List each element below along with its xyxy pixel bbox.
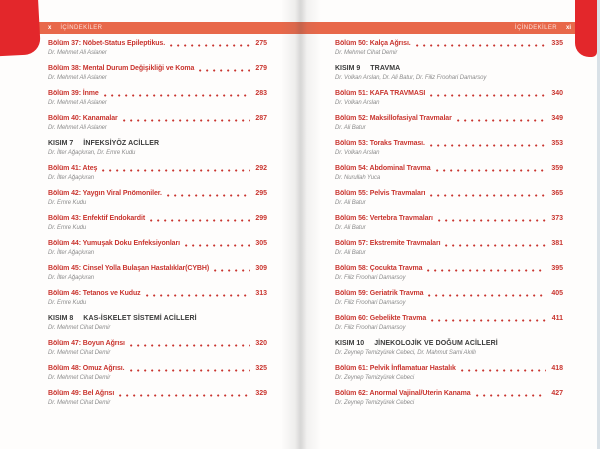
toc-entry [335, 290, 563, 307]
chapter-title: Bölüm 45: Cinsel Yolla Bulaşan Hastalıklar(CYBH) [48, 265, 210, 272]
chapter-author: Dr. Volkan Arslan [335, 150, 380, 156]
toc-entry-line [335, 165, 563, 173]
toc-entry-line [335, 40, 563, 48]
chapter-author: Dr. Mehmet Ali Aslaner [48, 75, 107, 81]
chapter-page-number: 313 [255, 290, 267, 297]
chapter-title: Bölüm 41: Ateş [48, 165, 98, 172]
chapter-title: Bölüm 52: Maksillofasiyal Travmalar [335, 115, 452, 122]
dot-leader [130, 344, 250, 347]
section-number-label: KISIM 10 [335, 340, 365, 347]
toc-entry [48, 390, 267, 407]
chapter-author: Dr. Mehmet Cihat Demir [48, 350, 111, 356]
dot-leader [445, 244, 546, 247]
dot-leader [199, 69, 250, 72]
toc-entry-line [335, 115, 563, 123]
section-title: KAS-İSKELET SİSTEMİ ACİLLERİ [83, 315, 197, 322]
chapter-page-number: 373 [551, 215, 563, 222]
toc-entry [335, 40, 563, 57]
chapter-author: Dr. Mehmet Cihat Demir [48, 375, 111, 381]
toc-entry-line [335, 240, 563, 248]
toc-entry-line [335, 315, 563, 323]
left-page-number: x [48, 25, 52, 31]
dot-leader [428, 294, 546, 297]
toc-entry-line [335, 390, 563, 398]
dot-leader [431, 319, 547, 322]
chapter-page-number: 320 [255, 340, 267, 347]
toc-entry-line [335, 190, 563, 198]
chapter-page-number: 395 [551, 265, 563, 272]
chapter-page-number: 335 [551, 40, 563, 47]
chapter-page-number: 359 [551, 165, 563, 172]
toc-section-heading [335, 65, 563, 82]
dot-leader [476, 394, 547, 397]
chapter-author: Dr. Volkan Arslan [335, 100, 380, 106]
chapter-page-number: 349 [551, 115, 563, 122]
toc-entry-line [48, 365, 267, 373]
toc-entry [335, 90, 563, 107]
section-authors: Dr. İlter Ağaçkıran, Dr. Emre Kudu [48, 150, 136, 156]
chapter-page-number: 329 [255, 390, 267, 397]
chapter-author: Dr. Nurullah Yuca [335, 175, 381, 181]
dot-leader [214, 269, 250, 272]
section-heading-line [335, 65, 563, 73]
toc-entry-line [48, 165, 267, 173]
toc-entry [48, 165, 267, 182]
chapter-author: Dr. Mehmet Ali Aslaner [48, 125, 107, 131]
toc-entry-line [335, 265, 563, 273]
right-toc-column [335, 40, 563, 415]
chapter-page-number: 292 [255, 165, 267, 172]
header-band [0, 22, 575, 34]
toc-entry [48, 340, 267, 357]
dot-leader [430, 194, 546, 197]
section-heading-line [48, 140, 267, 148]
toc-entry [48, 115, 267, 132]
chapter-author: Dr. Filiz Froohari Damarsoy [335, 275, 406, 281]
chapter-author: Dr. Zeynep Temizyürek Cebeci [335, 400, 415, 406]
toc-entry-line [48, 215, 267, 223]
toc-entry-line [335, 90, 563, 98]
chapter-page-number: 381 [551, 240, 563, 247]
toc-entry [48, 215, 267, 232]
toc-entry-line [335, 290, 563, 298]
chapter-page-number: 279 [255, 65, 267, 72]
toc-entry [335, 165, 563, 182]
chapter-title: Bölüm 58: Çocukta Travma [335, 265, 423, 272]
chapter-title: Bölüm 42: Yaygın Viral Pnömoniler. [48, 190, 162, 197]
toc-entry [335, 265, 563, 282]
chapter-title: Bölüm 37: Nöbet-Status Epileptikus. [48, 40, 166, 47]
toc-entry [335, 390, 563, 407]
chapter-title: Bölüm 49: Bel Ağrısı [48, 390, 115, 397]
toc-entry-line [335, 365, 563, 373]
toc-entry [48, 265, 267, 282]
chapter-title: Bölüm 62: Anormal Vajinal/Uterin Kanama [335, 390, 471, 397]
chapter-author: Dr. İlter Ağaçkıran [48, 175, 95, 181]
chapter-author: Dr. Ali Batur [335, 225, 366, 231]
dot-leader [170, 44, 250, 47]
dot-leader [130, 369, 251, 372]
chapter-title: Bölüm 40: Kanamalar [48, 115, 118, 122]
dot-leader [102, 169, 250, 172]
section-authors: Dr. Zeynep Temizyürek Cebeci, Dr. Mahmut Sami Akıllı [335, 350, 476, 356]
chapter-title: Bölüm 53: Toraks Travması. [335, 140, 425, 147]
chapter-author: Dr. Zeynep Temizyürek Cebeci [335, 375, 415, 381]
chapter-page-number: 340 [551, 90, 563, 97]
toc-entry [335, 190, 563, 207]
dot-leader [457, 119, 547, 122]
chapter-title: Bölüm 55: Pelvis Travmaları [335, 190, 426, 197]
chapter-page-number: 325 [255, 365, 267, 372]
red-cover-corner [0, 0, 41, 58]
section-title: JİNEKOLOJİK VE DOĞUM ACİLLERİ [374, 340, 498, 347]
chapter-page-number: 305 [255, 240, 267, 247]
toc-entry [335, 315, 563, 332]
section-number-label: KISIM 7 [48, 140, 74, 147]
chapter-title: Bölüm 44: Yumuşak Doku Enfeksiyonları [48, 240, 180, 247]
dot-leader [123, 119, 251, 122]
toc-entry-line [48, 265, 267, 273]
dot-leader [461, 369, 547, 372]
toc-entry-line [48, 115, 267, 123]
chapter-page-number: 365 [551, 190, 563, 197]
toc-entry [48, 290, 267, 307]
left-toc-column [48, 40, 267, 415]
section-heading-line [48, 315, 267, 323]
chapter-title: Bölüm 48: Omuz Ağrısı. [48, 365, 125, 372]
chapter-author: Dr. Mehmet Ali Aslaner [48, 100, 107, 106]
dot-leader [146, 294, 251, 297]
chapter-title: Bölüm 46: Tetanos ve Kuduz [48, 290, 141, 297]
dot-leader [104, 94, 251, 97]
right-page-number: xi [565, 25, 571, 31]
toc-entry-line [48, 340, 267, 348]
section-heading-line [335, 340, 563, 348]
chapter-author: Dr. Ali Batur [335, 200, 366, 206]
left-header-title: İÇİNDEKİLER [60, 25, 103, 31]
dot-leader [150, 219, 250, 222]
chapter-page-number: 427 [551, 390, 563, 397]
chapter-title: Bölüm 50: Kalça Ağrısı. [335, 40, 411, 47]
toc-entry-line [48, 290, 267, 298]
chapter-page-number: 418 [551, 365, 563, 372]
chapter-page-number: 299 [255, 215, 267, 222]
dot-leader [430, 144, 546, 147]
toc-entry-line [48, 240, 267, 248]
right-page-header [515, 25, 575, 31]
chapter-author: Dr. Filiz Froohari Damarsoy [335, 325, 406, 331]
chapter-author: Dr. Emre Kudu [48, 200, 87, 206]
toc-entry [48, 240, 267, 257]
toc-section-heading [48, 315, 267, 332]
section-authors: Dr. Mehmet Cihat Demir [48, 325, 111, 331]
dot-leader [430, 94, 546, 97]
chapter-title: Bölüm 43: Enfektif Endokardit [48, 215, 146, 222]
chapter-title: Bölüm 61: Pelvik İnflamatuar Hastalık [335, 365, 456, 372]
chapter-author: Dr. Emre Kudu [48, 225, 87, 231]
toc-entry [48, 65, 267, 82]
toc-section-heading [335, 340, 563, 357]
chapter-author: Dr. Filiz Froohari Damarsoy [335, 300, 406, 306]
dot-leader [119, 394, 250, 397]
toc-entry-line [335, 215, 563, 223]
dot-leader [436, 169, 547, 172]
right-header-title: İÇİNDEKİLER [514, 25, 557, 31]
section-authors: Dr. Volkan Arslan, Dr. Ali Batur, Dr. Filiz Froohari Damarsoy [335, 75, 487, 81]
chapter-author: Dr. İlter Ağaçkıran [48, 275, 95, 281]
dot-leader [438, 219, 546, 222]
chapter-page-number: 405 [551, 290, 563, 297]
chapter-author: Dr. Mehmet Ali Aslaner [48, 50, 107, 56]
toc-entry-line [48, 90, 267, 98]
chapter-page-number: 287 [255, 115, 267, 122]
toc-entry-line [335, 140, 563, 148]
toc-entry-line [48, 190, 267, 198]
section-title: TRAVMA [370, 65, 401, 72]
toc-entry [335, 115, 563, 132]
toc-entry [48, 190, 267, 207]
chapter-author: Dr. İlter Ağaçkıran [48, 250, 95, 256]
dot-leader [427, 269, 546, 272]
chapter-title: Bölüm 39: İnme [48, 90, 99, 97]
toc-entry-line [48, 40, 267, 48]
chapter-author: Dr. Emre Kudu [48, 300, 87, 306]
section-number-label: KISIM 9 [335, 65, 361, 72]
section-title: İNFEKSİYÖZ ACİLLER [83, 140, 160, 147]
chapter-title: Bölüm 60: Gebelikte Travma [335, 315, 427, 322]
chapter-title: Bölüm 56: Vertebra Travmaları [335, 215, 433, 222]
chapter-author: Dr. Ali Batur [335, 125, 366, 131]
chapter-title: Bölüm 47: Boyun Ağrısı [48, 340, 125, 347]
toc-entry [48, 40, 267, 57]
dot-leader [167, 194, 250, 197]
chapter-page-number: 309 [255, 265, 267, 272]
chapter-title: Bölüm 51: KAFA TRAVMASI [335, 90, 426, 97]
dot-leader [185, 244, 250, 247]
chapter-page-number: 275 [255, 40, 267, 47]
toc-entry [48, 365, 267, 382]
dot-leader [416, 44, 547, 47]
toc-entry [335, 240, 563, 257]
toc-entry [335, 215, 563, 232]
chapter-author: Dr. Mehmet Cihat Demir [335, 50, 398, 56]
chapter-page-number: 295 [255, 190, 267, 197]
chapter-title: Bölüm 59: Geriatrik Travma [335, 290, 424, 297]
toc-entry-line [48, 65, 267, 73]
toc-entry [335, 140, 563, 157]
chapter-title: Bölüm 38: Mental Durum Değişikliği ve Koma [48, 65, 195, 72]
chapter-title: Bölüm 57: Ekstremite Travmaları [335, 240, 441, 247]
chapter-page-number: 353 [551, 140, 563, 147]
chapter-page-number: 411 [551, 315, 563, 322]
toc-entry [48, 90, 267, 107]
chapter-author: Dr. Ali Batur [335, 250, 366, 256]
toc-entry-line [48, 390, 267, 398]
toc-entry [335, 365, 563, 382]
chapter-title: Bölüm 54: Abdominal Travma [335, 165, 431, 172]
toc-section-heading [48, 140, 267, 157]
chapter-author: Dr. Mehmet Cihat Demir [48, 400, 111, 406]
section-number-label: KISIM 8 [48, 315, 74, 322]
chapter-page-number: 283 [255, 90, 267, 97]
red-chapter-tab [575, 0, 597, 57]
